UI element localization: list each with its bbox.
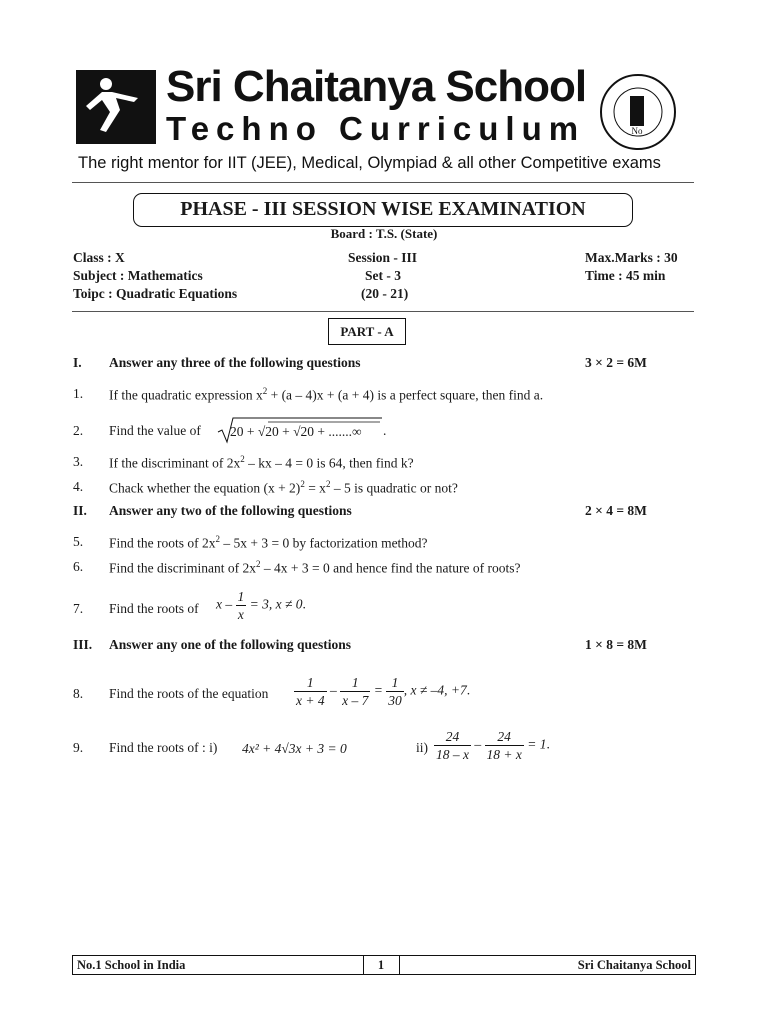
section-marks: 3 × 2 = 6M bbox=[585, 355, 647, 370]
section-marks: 2 × 4 = 8M bbox=[585, 503, 647, 518]
page-footer bbox=[72, 955, 696, 975]
radical-expression: 20 + √20 + √20 + .......∞ bbox=[230, 424, 362, 439]
board-line: Board : T.S. (State) bbox=[330, 226, 438, 241]
class-label: Class : X bbox=[73, 250, 125, 265]
section-title: Answer any three of the following questions bbox=[109, 355, 361, 370]
subject-label: Subject : Mathematics bbox=[73, 268, 203, 283]
section-number: I. bbox=[73, 355, 82, 370]
question-9-part-ii: $\frac{24}{18 - x}$ – $\frac{24}{18 + x}$ = 1. bbox=[436, 729, 550, 762]
question-number: 3. bbox=[73, 454, 84, 469]
question-5: Find the roots of $2x^2 - 5x + 3 = 0$ by factorization method? bbox=[109, 534, 428, 551]
question-9-part-i: 4x² + 4√3x + 3 = 0 bbox=[242, 741, 347, 756]
question-number: 1. bbox=[73, 386, 84, 401]
section-title: Answer any two of the following questions bbox=[109, 503, 352, 518]
section-number: II. bbox=[73, 503, 87, 518]
footer-right: Sri Chaitanya School bbox=[577, 958, 691, 972]
question-number: 5. bbox=[73, 534, 84, 549]
session-label: Session - III bbox=[348, 250, 418, 265]
question-number: 9. bbox=[73, 740, 84, 755]
brand-name: Sri Chaitanya School bbox=[166, 62, 587, 111]
question-2-text: Find the value of bbox=[109, 423, 201, 438]
footer-left: No.1 School in India bbox=[77, 958, 186, 972]
topic-label: Toipc : Quadratic Equations bbox=[73, 286, 238, 301]
section-title: Answer any one of the following questions bbox=[109, 637, 352, 652]
school-logo bbox=[76, 70, 156, 144]
seal-emblem-icon bbox=[598, 72, 678, 152]
question-9-label-ii: ii) bbox=[416, 740, 428, 755]
question-number: 6. bbox=[73, 559, 84, 574]
time-limit: Time : 45 min bbox=[585, 268, 666, 283]
set-label: Set - 3 bbox=[365, 268, 401, 283]
exam-title: PHASE - III SESSION WISE EXAMINATION bbox=[133, 193, 633, 227]
question-4: Chack whether the equation $(x + 2)^2 = x^2 - 5$ is quadratic or not? bbox=[109, 479, 458, 496]
question-number: 4. bbox=[73, 479, 84, 494]
max-marks: Max.Marks : 30 bbox=[585, 250, 678, 265]
question-number: 7. bbox=[73, 601, 84, 616]
question-6: Find the discriminant of $2x^2 - 4x + 3 = 0$ and hence find the nature of roots? bbox=[109, 559, 521, 576]
part-label: PART - A bbox=[328, 318, 406, 345]
header-divider bbox=[72, 182, 694, 183]
question-9-text: Find the roots of : i) bbox=[109, 740, 218, 755]
brand-subtitle: Techno Curriculum bbox=[166, 110, 586, 147]
question-8-text: Find the roots of the equation bbox=[109, 686, 269, 701]
question-7-equation: x – $\frac{1}{x}$ = 3, x ≠ 0. bbox=[216, 589, 306, 622]
question-2-tail: . bbox=[383, 423, 387, 438]
question-number: 2. bbox=[73, 423, 84, 438]
seal-badge: No bbox=[631, 126, 643, 136]
question-1: If the quadratic expression $x^2 + (a - 4)x + (a + 4)$ is a perfect square, then find a. bbox=[109, 386, 544, 403]
question-3: If the discriminant of $2x^2$ – kx – 4 = 0 is 64, then find k? bbox=[109, 454, 414, 471]
runner-logo-icon bbox=[76, 70, 156, 144]
school-seal bbox=[598, 72, 678, 152]
tagline: The right mentor for IIT (JEE), Medical, Olympiad & all other Competitive exams bbox=[78, 154, 661, 172]
question-2-radical bbox=[216, 416, 386, 449]
section-marks: 1 × 8 = 8M bbox=[585, 637, 647, 652]
page-number: 1 bbox=[377, 958, 385, 972]
section-number: III. bbox=[73, 637, 93, 652]
question-number: 8. bbox=[73, 686, 84, 701]
question-8-equation: $\frac{1}{x + 4}$ – $\frac{1}{x - 7}$ = $\frac{1}{30}$ , x ≠ –4, +7. bbox=[296, 675, 471, 708]
question-7-text: Find the roots of bbox=[109, 601, 199, 616]
year-label: (20 - 21) bbox=[361, 286, 409, 301]
meta-divider bbox=[72, 311, 694, 312]
